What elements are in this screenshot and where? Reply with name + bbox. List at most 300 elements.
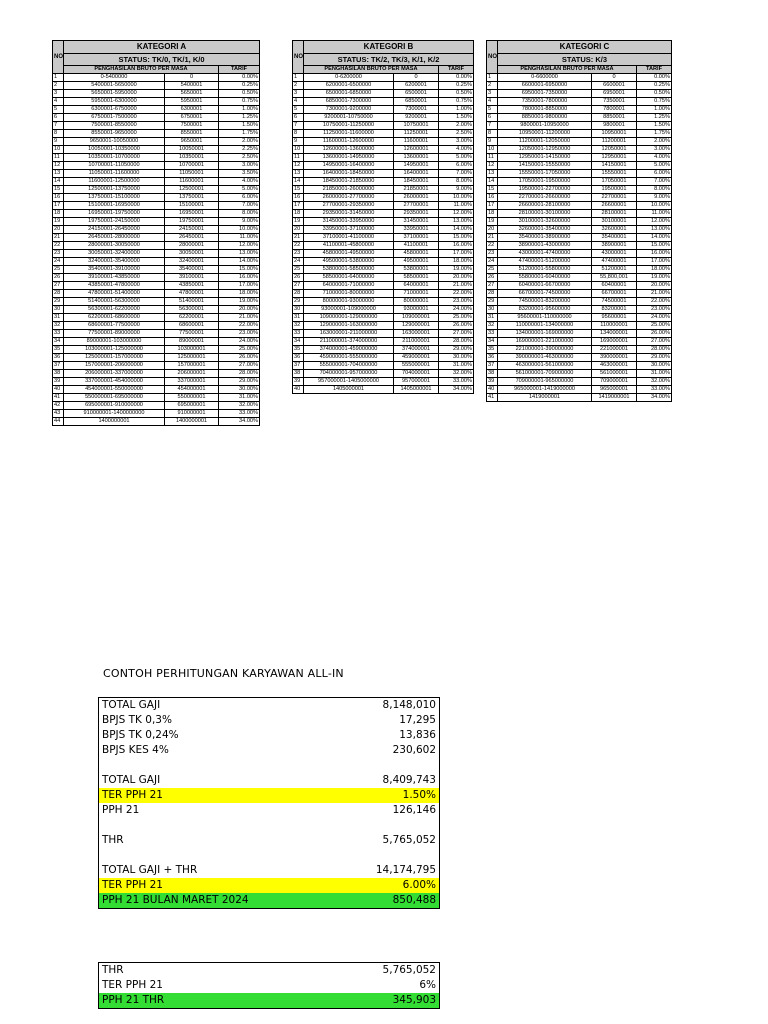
income-range: 21850001-26000000 <box>304 186 394 194</box>
table-row <box>487 338 672 346</box>
income-range: 16950001-19750000 <box>64 210 165 218</box>
table-row <box>53 210 260 218</box>
row-number: 34 <box>487 338 498 346</box>
calc-value: 14,174,795 <box>375 864 436 876</box>
row-number: 28 <box>487 290 498 298</box>
category-title: KATEGORI A <box>64 41 260 54</box>
income-range: 134000001-169000000 <box>498 330 592 338</box>
income-range: 30100001-32600000 <box>498 218 592 226</box>
income-range: 28100001-30100000 <box>498 210 592 218</box>
tax-rate: 1.75% <box>637 130 672 138</box>
income-lower-bound: 39100001 <box>165 274 219 282</box>
income-lower-bound: 18450001 <box>394 178 439 186</box>
table-row <box>293 266 474 274</box>
tax-rate: 0.25% <box>439 82 474 90</box>
tax-rate: 0.25% <box>219 82 260 90</box>
income-lower-bound: 60400001 <box>592 282 637 290</box>
tax-rate: 9.00% <box>439 186 474 194</box>
table-row <box>293 154 474 162</box>
income-lower-bound: 6300001 <box>165 106 219 114</box>
table-row <box>487 234 672 242</box>
tax-rate: 27.00% <box>439 330 474 338</box>
table-row <box>293 322 474 330</box>
row-number: 13 <box>53 170 64 178</box>
income-range: 129000001-163000000 <box>304 322 394 330</box>
table-row <box>53 98 260 106</box>
income-range: 10950001-11200000 <box>498 130 592 138</box>
calc-label: TER PPH 21 <box>102 879 163 891</box>
tax-rate: 25.00% <box>637 322 672 330</box>
income-range: 43000001-47400000 <box>498 250 592 258</box>
tax-rate: 26.00% <box>637 330 672 338</box>
tax-rate: 7.00% <box>439 170 474 178</box>
table-row <box>293 274 474 282</box>
ter-table-kategori-a <box>52 40 260 426</box>
income-range: 9200001-10750000 <box>304 114 394 122</box>
tax-rate: 1.25% <box>637 114 672 122</box>
calc-value: 1.50% <box>402 789 436 801</box>
row-number: 44 <box>53 418 64 426</box>
tax-rate: 20.00% <box>439 274 474 282</box>
table-row <box>53 170 260 178</box>
income-range: 47400001-51200000 <box>498 258 592 266</box>
table-row <box>487 98 672 106</box>
income-range: 22700001-26600000 <box>498 194 592 202</box>
income-range: 15100001-16950000 <box>64 202 165 210</box>
row-number: 8 <box>53 130 64 138</box>
income-range: 62200001-68600000 <box>64 314 165 322</box>
row-number: 3 <box>293 90 304 98</box>
income-lower-bound: 55,800,001 <box>592 274 637 282</box>
row-number: 40 <box>53 386 64 394</box>
income-lower-bound: 169000001 <box>592 338 637 346</box>
table-row <box>53 346 260 354</box>
row-number: 41 <box>53 394 64 402</box>
calc-row <box>99 788 439 803</box>
tax-rate: 1.50% <box>637 122 672 130</box>
table-row <box>293 82 474 90</box>
tax-rate: 27.00% <box>219 362 260 370</box>
row-number: 25 <box>53 266 64 274</box>
income-lower-bound: 41100001 <box>394 242 439 250</box>
tax-rate: 24.00% <box>219 338 260 346</box>
table-row <box>53 226 260 234</box>
tax-rate: 15.00% <box>219 266 260 274</box>
calc-value: 126,146 <box>392 804 436 816</box>
tax-rate: 12.00% <box>219 242 260 250</box>
row-number: 9 <box>487 138 498 146</box>
table-row <box>293 330 474 338</box>
income-lower-bound: 11600001 <box>165 178 219 186</box>
income-lower-bound: 21850001 <box>394 186 439 194</box>
row-number: 36 <box>293 354 304 362</box>
income-lower-bound: 206000001 <box>165 370 219 378</box>
tax-rate: 4.00% <box>219 178 260 186</box>
table-row <box>293 354 474 362</box>
row-number: 38 <box>53 370 64 378</box>
income-lower-bound: 7800001 <box>592 106 637 114</box>
row-number: 4 <box>53 98 64 106</box>
income-range: 37100001-41100000 <box>304 234 394 242</box>
income-range: 103000001-125000000 <box>64 346 165 354</box>
tax-rate: 32.00% <box>637 378 672 386</box>
table-row <box>293 138 474 146</box>
table-row <box>293 194 474 202</box>
income-range: 55800001-60400000 <box>498 274 592 282</box>
income-range: 77500001-89000000 <box>64 330 165 338</box>
income-lower-bound: 19500001 <box>592 186 637 194</box>
row-number: 10 <box>487 146 498 154</box>
table-row <box>487 82 672 90</box>
row-number: 35 <box>487 346 498 354</box>
tax-rate: 1.00% <box>219 106 260 114</box>
income-range: 10050001-10350000 <box>64 146 165 154</box>
table-row <box>487 242 672 250</box>
tax-rate: 0.75% <box>637 98 672 106</box>
tax-rate: 8.00% <box>219 210 260 218</box>
tax-rate: 0.50% <box>637 90 672 98</box>
tax-rate: 4.00% <box>637 154 672 162</box>
income-lower-bound: 14150001 <box>592 162 637 170</box>
tax-rate: 2.00% <box>637 138 672 146</box>
income-lower-bound: 16950001 <box>165 210 219 218</box>
example-title: CONTOH PERHITUNGAN KARYAWAN ALL-IN <box>103 667 344 680</box>
calc-row <box>99 963 439 978</box>
tax-rate: 16.00% <box>439 242 474 250</box>
row-number: 12 <box>53 162 64 170</box>
row-number: 26 <box>487 274 498 282</box>
table-row <box>293 378 474 386</box>
tax-rate: 5.00% <box>219 186 260 194</box>
row-number: 11 <box>487 154 498 162</box>
table-row <box>293 130 474 138</box>
row-number: 24 <box>487 258 498 266</box>
row-number: 5 <box>293 106 304 114</box>
tax-rate: 1.25% <box>219 114 260 122</box>
table-row <box>293 146 474 154</box>
income-range: 459000001-555000000 <box>304 354 394 362</box>
table-row <box>293 98 474 106</box>
income-range: 221000001-390000000 <box>498 346 592 354</box>
table-row <box>293 370 474 378</box>
calc-value: 6% <box>419 979 436 991</box>
income-lower-bound: 89000001 <box>165 338 219 346</box>
income-lower-bound: 0 <box>394 74 439 82</box>
row-number: 7 <box>487 122 498 130</box>
income-lower-bound: 550000001 <box>165 394 219 402</box>
income-lower-bound: 555000001 <box>394 362 439 370</box>
tax-rate: 16.00% <box>637 250 672 258</box>
row-number: 18 <box>293 210 304 218</box>
row-number: 26 <box>53 274 64 282</box>
income-lower-bound: 463000001 <box>592 362 637 370</box>
row-number: 16 <box>293 194 304 202</box>
status-label: STATUS: TK/2, TK/3, K/1, K/2 <box>304 54 474 66</box>
table-row <box>293 178 474 186</box>
row-number: 5 <box>487 106 498 114</box>
table-row <box>53 394 260 402</box>
income-lower-bound: 163000001 <box>394 330 439 338</box>
income-range: 27700001-29350000 <box>304 202 394 210</box>
tax-rate: 6.00% <box>439 162 474 170</box>
table-row <box>53 306 260 314</box>
row-number: 33 <box>53 330 64 338</box>
tax-rate: 11.00% <box>219 234 260 242</box>
calc-value: 345,903 <box>392 994 436 1006</box>
table-row <box>293 258 474 266</box>
row-number: 18 <box>487 210 498 218</box>
table-row <box>487 258 672 266</box>
table-row <box>487 330 672 338</box>
tax-rate: 29.00% <box>439 346 474 354</box>
income-range: 709000001-965000000 <box>498 378 592 386</box>
income-lower-bound: 28000001 <box>165 242 219 250</box>
income-range: 169000001-221000000 <box>498 338 592 346</box>
table-row <box>293 186 474 194</box>
income-lower-bound: 10350001 <box>165 154 219 162</box>
table-row <box>53 122 260 130</box>
row-number: 17 <box>487 202 498 210</box>
tax-rate: 14.00% <box>219 258 260 266</box>
tax-rate: 4.00% <box>439 146 474 154</box>
table-row <box>487 266 672 274</box>
tax-rate: 22.00% <box>219 322 260 330</box>
income-header: PENGHASILAN BRUTO PER MASA <box>498 66 637 74</box>
income-range: 390000001-463000000 <box>498 354 592 362</box>
income-range: 6600001-6950000 <box>498 82 592 90</box>
row-number: 4 <box>487 98 498 106</box>
table-row <box>53 114 260 122</box>
row-number: 36 <box>487 354 498 362</box>
income-lower-bound: 110000001 <box>592 322 637 330</box>
tax-rate: 17.00% <box>219 282 260 290</box>
tax-rate: 30.00% <box>219 386 260 394</box>
tax-rate: 28.00% <box>219 370 260 378</box>
tax-rate: 0.00% <box>637 74 672 82</box>
tax-rate: 33.00% <box>439 378 474 386</box>
row-number: 19 <box>487 218 498 226</box>
tax-rate: 29.00% <box>219 378 260 386</box>
income-range: 0-6600000 <box>498 74 592 82</box>
table-row <box>487 322 672 330</box>
income-range: 0-6200000 <box>304 74 394 82</box>
income-lower-bound: 9800001 <box>592 122 637 130</box>
income-range: 56300001-62200000 <box>64 306 165 314</box>
tax-rate: 17.00% <box>637 258 672 266</box>
calc-label: TOTAL GAJI + THR <box>102 864 198 876</box>
income-range: 64000001-71000000 <box>304 282 394 290</box>
no-header: NO <box>53 41 64 74</box>
table-row <box>487 114 672 122</box>
income-range: 7800001-8850000 <box>498 106 592 114</box>
table-row <box>53 186 260 194</box>
income-lower-bound: 211000001 <box>394 338 439 346</box>
table-row <box>293 282 474 290</box>
income-lower-bound: 6750001 <box>165 114 219 122</box>
income-range: 910000001-1400000000 <box>64 410 165 418</box>
tax-rate: 18.00% <box>439 258 474 266</box>
income-range: 6750001-7500000 <box>64 114 165 122</box>
calc-value: 5,765,052 <box>382 834 436 846</box>
income-lower-bound: 15100001 <box>165 202 219 210</box>
calculation-box-thr <box>98 962 440 1009</box>
calc-value: 5,765,052 <box>382 964 436 976</box>
income-range: 11600001-12600000 <box>304 138 394 146</box>
income-lower-bound: 49500001 <box>394 258 439 266</box>
income-lower-bound: 15550001 <box>592 170 637 178</box>
tax-rate: 26.00% <box>219 354 260 362</box>
status-label: STATUS: K/3 <box>498 54 672 66</box>
income-range: 1405000001 <box>304 386 394 394</box>
table-row <box>487 362 672 370</box>
tax-rate: 1.75% <box>219 130 260 138</box>
income-lower-bound: 10750001 <box>394 122 439 130</box>
income-lower-bound: 5400001 <box>165 82 219 90</box>
income-lower-bound: 337000001 <box>165 378 219 386</box>
income-range: 71000001-80000000 <box>304 290 394 298</box>
income-range: 11050001-11600000 <box>64 170 165 178</box>
row-number: 24 <box>293 258 304 266</box>
row-number: 30 <box>293 306 304 314</box>
income-lower-bound: 33950001 <box>394 226 439 234</box>
row-number: 14 <box>487 178 498 186</box>
income-range: 39100001-43850000 <box>64 274 165 282</box>
row-number: 31 <box>53 314 64 322</box>
table-row <box>53 218 260 226</box>
row-number: 19 <box>293 218 304 226</box>
income-range: 965000001-1419000000 <box>498 386 592 394</box>
income-range: 6500001-6850000 <box>304 90 394 98</box>
row-number: 14 <box>53 178 64 186</box>
income-range: 11600001-12500000 <box>64 178 165 186</box>
table-row <box>53 338 260 346</box>
income-lower-bound: 26450001 <box>165 234 219 242</box>
income-lower-bound: 12050001 <box>592 146 637 154</box>
table-row <box>487 122 672 130</box>
row-number: 25 <box>293 266 304 274</box>
tax-rate: 23.00% <box>637 306 672 314</box>
tax-rate: 20.00% <box>637 282 672 290</box>
table-row <box>487 290 672 298</box>
tax-rate: 24.00% <box>439 306 474 314</box>
income-range: 337000001-454000000 <box>64 378 165 386</box>
income-range: 12950001-14150000 <box>498 154 592 162</box>
tax-rate: 32.00% <box>219 402 260 410</box>
tax-rate: 0.00% <box>219 74 260 82</box>
row-number: 40 <box>487 386 498 394</box>
income-lower-bound: 11050001 <box>165 170 219 178</box>
ter-table-kategori-c <box>486 40 672 402</box>
tax-rate: 1.00% <box>637 106 672 114</box>
row-number: 20 <box>53 226 64 234</box>
income-range: 74500001-83200000 <box>498 298 592 306</box>
tax-rate: 30.00% <box>637 362 672 370</box>
tax-rate: 3.00% <box>219 162 260 170</box>
calc-label: PPH 21 <box>102 804 140 816</box>
income-range: 374000001-459000000 <box>304 346 394 354</box>
table-row <box>293 74 474 82</box>
row-number: 13 <box>487 170 498 178</box>
tax-rate: 2.00% <box>439 122 474 130</box>
income-range: 53800001-58500000 <box>304 266 394 274</box>
row-number: 2 <box>487 82 498 90</box>
row-number: 33 <box>487 330 498 338</box>
row-number: 35 <box>293 346 304 354</box>
income-range: 32400001-35400000 <box>64 258 165 266</box>
row-number: 22 <box>487 242 498 250</box>
income-range: 6850001-7300000 <box>304 98 394 106</box>
tax-rate: 31.00% <box>439 362 474 370</box>
tax-rate: 22.00% <box>439 290 474 298</box>
tax-rate: 1.00% <box>439 106 474 114</box>
income-range: 47800001-51400000 <box>64 290 165 298</box>
income-lower-bound: 6850001 <box>394 98 439 106</box>
calc-row <box>99 803 439 818</box>
table-row <box>53 138 260 146</box>
table-row <box>293 90 474 98</box>
row-number: 12 <box>487 162 498 170</box>
income-lower-bound: 47800001 <box>165 290 219 298</box>
row-number: 3 <box>53 90 64 98</box>
table-row <box>487 178 672 186</box>
row-number: 13 <box>293 170 304 178</box>
tax-rate: 0.50% <box>219 90 260 98</box>
income-lower-bound: 0 <box>165 74 219 82</box>
tax-rate: 1.50% <box>219 122 260 130</box>
income-range: 13750001-15100000 <box>64 194 165 202</box>
row-number: 26 <box>293 274 304 282</box>
calc-label: THR <box>102 964 124 976</box>
income-header: PENGHASILAN BRUTO PER MASA <box>64 66 219 74</box>
income-range: 89000001-103000000 <box>64 338 165 346</box>
income-lower-bound: 24150001 <box>165 226 219 234</box>
calc-label: BPJS TK 0,24% <box>102 729 179 741</box>
income-lower-bound: 6600001 <box>592 82 637 90</box>
income-lower-bound: 7500001 <box>165 122 219 130</box>
tax-rate: 25.00% <box>219 346 260 354</box>
income-range: 49500001-53800000 <box>304 258 394 266</box>
table-row <box>293 170 474 178</box>
income-lower-bound: 10950001 <box>592 130 637 138</box>
tax-rate: 16.00% <box>219 274 260 282</box>
tax-rate: 9.00% <box>219 218 260 226</box>
calculation-box-salary <box>98 697 440 909</box>
income-range: 30050001-32400000 <box>64 250 165 258</box>
table-row <box>487 130 672 138</box>
income-range: 13600001-14950000 <box>304 154 394 162</box>
income-range: 28000001-30050000 <box>64 242 165 250</box>
table-row <box>293 218 474 226</box>
calc-label: PPH 21 THR <box>102 994 165 1006</box>
calc-row <box>99 878 439 893</box>
income-lower-bound: 9200001 <box>394 114 439 122</box>
income-lower-bound: 68600001 <box>165 322 219 330</box>
income-lower-bound: 47400001 <box>592 258 637 266</box>
income-lower-bound: 53800001 <box>394 266 439 274</box>
calc-label: BPJS KES 4% <box>102 744 169 756</box>
tax-rate: 21.00% <box>219 314 260 322</box>
row-number: 21 <box>53 234 64 242</box>
row-number: 28 <box>293 290 304 298</box>
income-lower-bound: 30100001 <box>592 218 637 226</box>
calc-row <box>99 698 439 713</box>
tax-rate: 13.00% <box>637 226 672 234</box>
tax-rate: 28.00% <box>439 338 474 346</box>
income-lower-bound: 157000001 <box>165 362 219 370</box>
calc-row <box>99 863 439 878</box>
tax-rate: 15.00% <box>637 242 672 250</box>
income-range: 463000001-561000000 <box>498 362 592 370</box>
